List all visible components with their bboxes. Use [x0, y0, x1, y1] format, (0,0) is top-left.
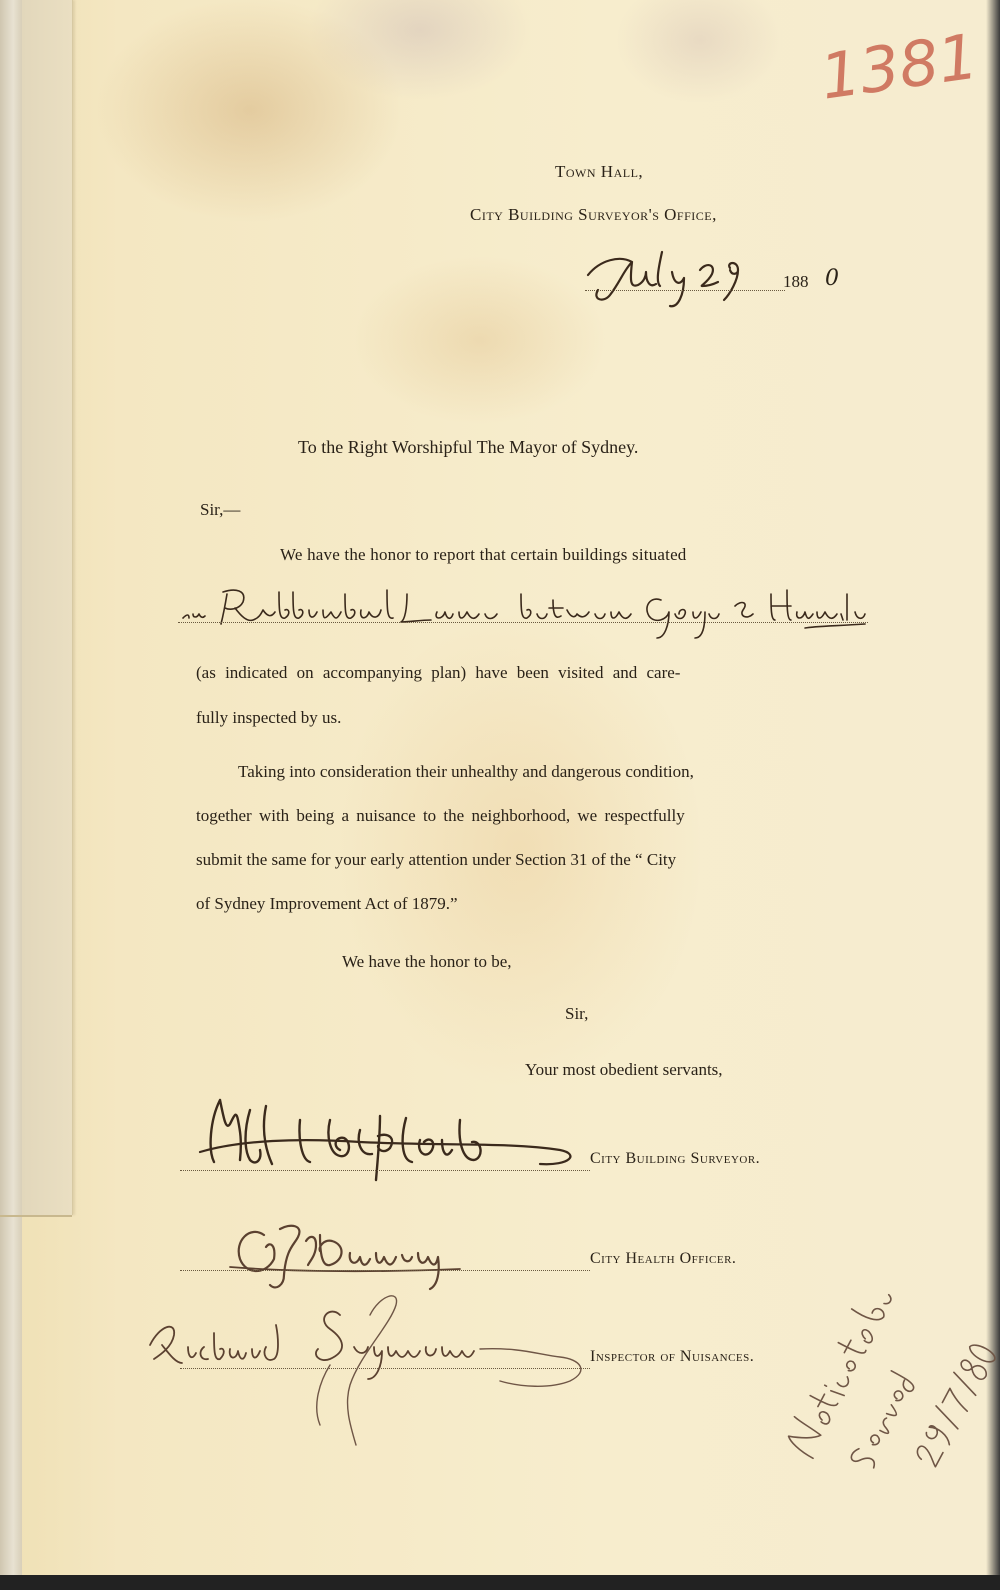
- svg-text:1381: 1381: [816, 19, 983, 114]
- addressee: To the Right Worshipful The Mayor of Sydney.: [298, 437, 639, 457]
- location-rule: [178, 622, 868, 623]
- signature-rule-1: [180, 1170, 590, 1171]
- closing-line-2: Sir,: [565, 1004, 589, 1023]
- date-year-printed: 188: [783, 272, 809, 291]
- folio-number: [804, 10, 983, 120]
- handwritten-location: [175, 580, 875, 640]
- closing-line-1: We have the honor to be,: [342, 952, 512, 971]
- date-year-handwritten: 0: [825, 266, 839, 291]
- salutation: Sir,—: [200, 500, 241, 519]
- binding-strip: [0, 0, 22, 1590]
- handwritten-date: [580, 240, 780, 310]
- scan-edge-right: [986, 0, 1000, 1590]
- folded-page-edge: [22, 0, 73, 1215]
- body-line-6: of Sydney Improvement Act of 1879.”: [196, 894, 458, 913]
- title-city-health-officer: City Health Officer.: [590, 1250, 737, 1267]
- title-city-building-surveyor: City Building Surveyor.: [590, 1150, 761, 1167]
- body-line-3: Taking into consideration their unhealthy and dangerous condition,: [238, 762, 694, 781]
- signature-rule-3: [180, 1368, 590, 1369]
- signature-rule-2: [180, 1270, 590, 1271]
- date-rule: [585, 290, 785, 291]
- signature-city-building-surveyor: [180, 1080, 600, 1190]
- letterhead-town-hall: Town Hall,: [555, 162, 644, 181]
- signature-inspector-of-nuisances: [180, 1285, 600, 1465]
- handwritten-annotation: [750, 1230, 970, 1510]
- fold-edge-line: [0, 1215, 72, 1217]
- body-line-2: fully inspected by us.: [196, 708, 342, 727]
- letterhead-office: City Building Surveyor's Office,: [470, 205, 717, 224]
- body-line-1: (as indicated on accompanying plan) have been visited and care-: [196, 663, 681, 682]
- body-line-5: submit the same for your early attention under Section 31 of the “ City: [196, 850, 677, 869]
- body-opening: We have the honor to report that certain buildings situated: [280, 545, 687, 564]
- title-inspector-of-nuisances: Inspector of Nuisances.: [590, 1348, 755, 1365]
- closing-line-3: Your most obedient servants,: [525, 1060, 723, 1079]
- body-line-4: together with being a nuisance to the neighborhood, we respectfully: [196, 806, 685, 825]
- scan-edge-bottom: [0, 1575, 1000, 1590]
